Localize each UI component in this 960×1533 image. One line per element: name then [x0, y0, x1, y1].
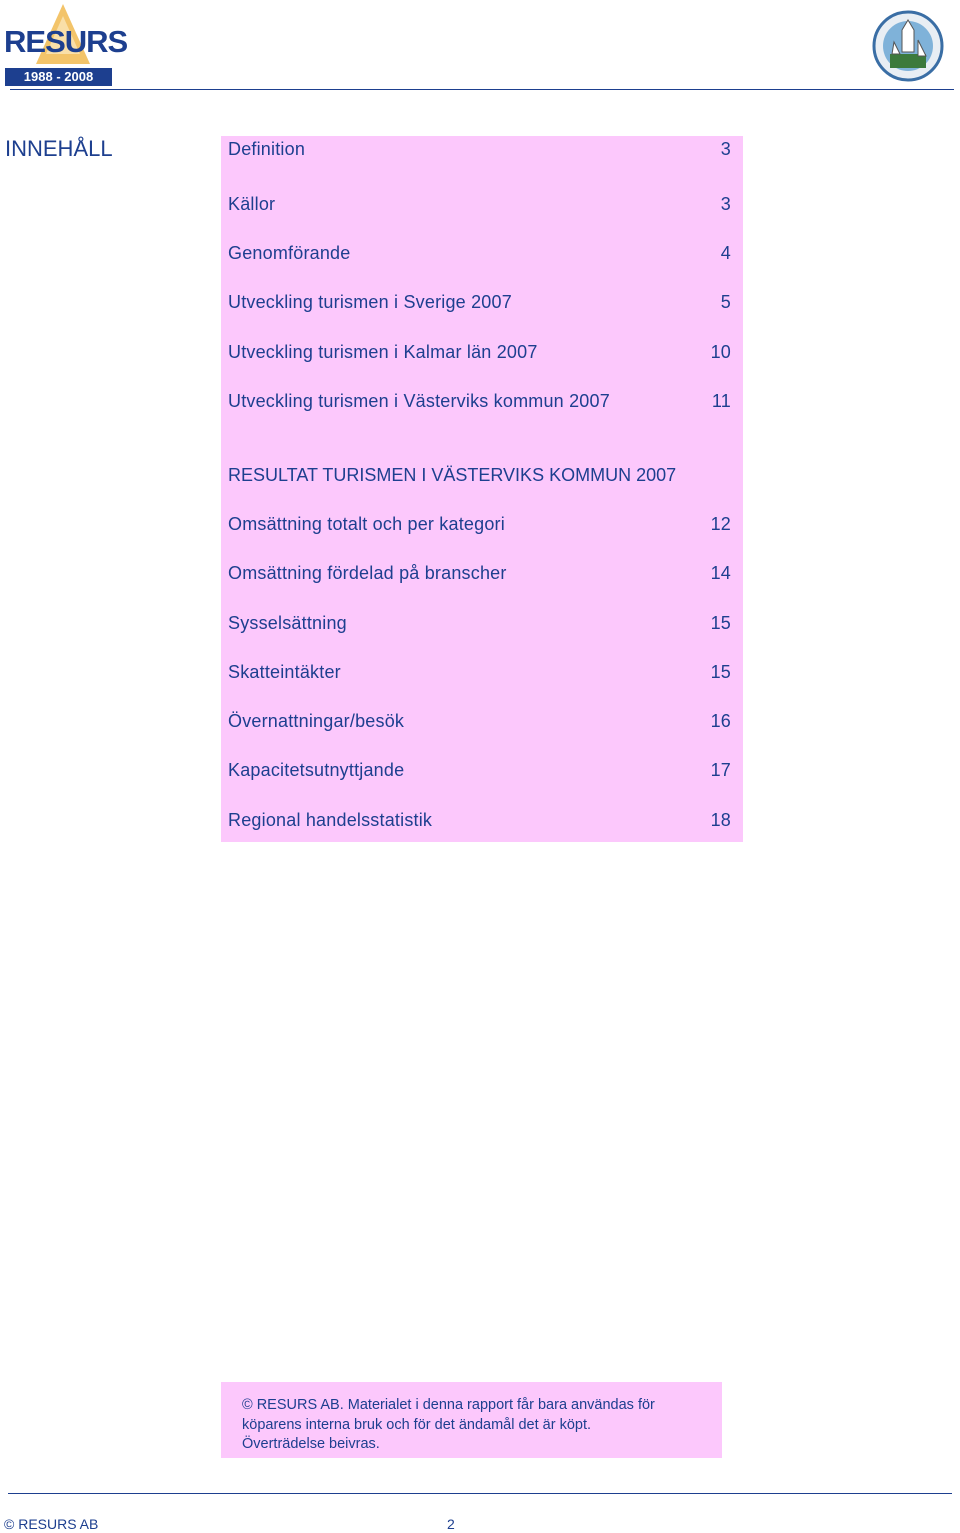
- toc-item[interactable]: [228, 391, 731, 412]
- toc-item-page: 10: [710, 342, 731, 362]
- toc-item[interactable]: [228, 194, 731, 215]
- toc-item[interactable]: [228, 810, 731, 831]
- toc-item-page: 3: [720, 194, 731, 214]
- toc-item[interactable]: [228, 139, 731, 160]
- toc-item-page: 5: [720, 292, 731, 312]
- copyright-line: © RESURS AB. Materialet i denna rapport får bara användas för: [242, 1397, 655, 1413]
- footer-company: © RESURS AB: [4, 1516, 99, 1532]
- toc-item[interactable]: [228, 292, 731, 313]
- toc-item[interactable]: [228, 662, 731, 683]
- toc-item[interactable]: [228, 711, 731, 732]
- toc-item-title: Kapacitetsutnyttjande: [228, 760, 405, 780]
- toc-item-page: 15: [710, 613, 731, 633]
- toc-item-page: 18: [710, 810, 731, 830]
- toc-box: [221, 136, 743, 842]
- header-divider: [10, 89, 954, 90]
- logo-text: RESURS: [4, 24, 128, 59]
- toc-item[interactable]: [228, 613, 731, 634]
- toc-item-page: 4: [720, 243, 731, 263]
- toc-item-title: Skatteintäkter: [228, 662, 341, 682]
- copyright-notice: [221, 1382, 722, 1458]
- toc-item[interactable]: [228, 514, 731, 535]
- footer-divider: [8, 1493, 952, 1494]
- toc-item-title: Regional handelsstatistik: [228, 810, 433, 830]
- toc-item-page: 17: [710, 760, 731, 780]
- toc-item[interactable]: [228, 342, 731, 363]
- toc-item-page: 11: [711, 391, 731, 411]
- toc-item-page: 16: [710, 711, 731, 731]
- toc-section-title: RESULTAT TURISMEN I VÄSTERVIKS KOMMUN 2007: [228, 465, 677, 485]
- toc-item[interactable]: [228, 243, 731, 264]
- toc-item-title: Omsättning fördelad på branscher: [228, 563, 507, 583]
- toc-item-title: Övernattningar/besök: [228, 711, 405, 731]
- toc-item-title: Utveckling turismen i Kalmar län 2007: [228, 342, 538, 362]
- toc-item-title: Definition: [228, 139, 306, 159]
- toc-item-page: 3: [720, 139, 731, 159]
- toc-item-title: Utveckling turismen i Västerviks kommun 2007: [228, 391, 610, 411]
- page-number: 2: [447, 1516, 455, 1532]
- toc-item-title: Källor: [228, 194, 276, 214]
- toc-heading: INNEHÅLL: [5, 136, 113, 161]
- toc-item-title: Omsättning totalt och per kategori: [228, 514, 505, 534]
- copyright-line: köparens interna bruk och för det ändamål det är köpt.: [242, 1416, 592, 1433]
- resurs-logo: [2, 2, 128, 86]
- toc-item-title: Sysselsättning: [228, 613, 347, 633]
- toc-item-page: 14: [710, 563, 731, 583]
- toc-item-page: 15: [710, 662, 731, 682]
- toc-item-page: 12: [710, 514, 731, 534]
- toc-item[interactable]: [228, 760, 731, 781]
- vasterviks-turism-logo-icon: [872, 10, 944, 82]
- copyright-line: Överträdelse beivras.: [242, 1436, 380, 1452]
- toc-item-title: Utveckling turismen i Sverige 2007: [228, 292, 512, 312]
- toc-item-title: Genomförande: [228, 243, 351, 263]
- toc-item[interactable]: [228, 563, 731, 584]
- logo-years: 1988 - 2008: [5, 68, 112, 86]
